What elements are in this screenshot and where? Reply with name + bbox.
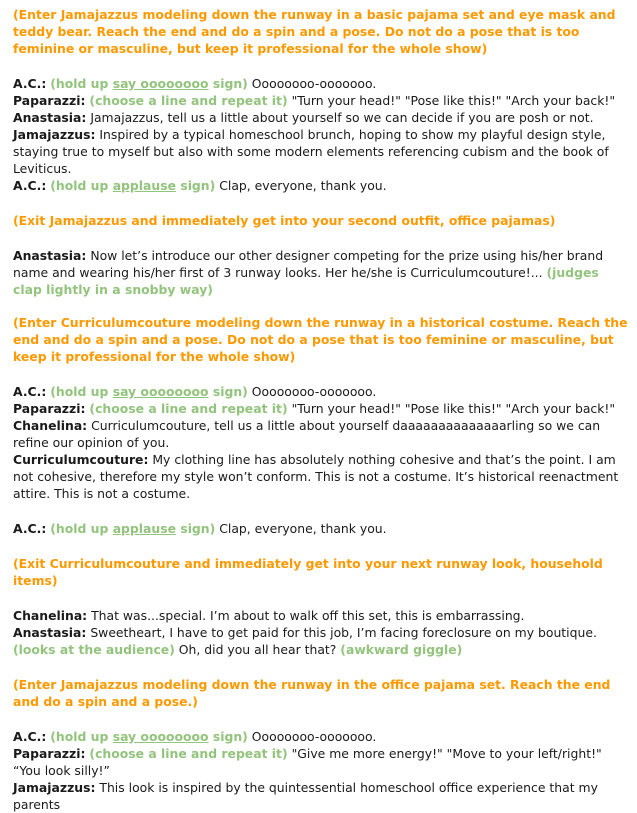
cue: (hold up say oooooooo sign) [50,729,248,744]
script-document [13,6,631,813]
dialogue-line [13,92,631,109]
dialogue-line [13,451,631,502]
line-text: My clothing line has absolutely nothing cohesive and that’s the point. I am not cohesive, therefore my style won’t conform. This is not a costume. It’s historical reenactment attire. This is not a costume. [13,452,619,501]
cue: (looks at the audience) [13,642,175,657]
dialogue-line [13,126,631,177]
line-text: Sweetheart, I have to get paid for this job, I’m facing foreclosure on my boutique. [86,625,597,640]
line-text: Oooooooo-ooooooo. [247,384,377,399]
speaker: A.C.: [13,729,47,744]
speaker: A.C.: [13,521,47,536]
stage-direction: (Exit Curriculumcouture and immediately get into your next runway look, household items) [13,556,603,588]
speaker: Chanelina: [13,418,88,433]
cue: (hold up applause sign) [50,178,216,193]
speaker: A.C.: [13,178,47,193]
speaker: Anastasia: [13,248,87,263]
dialogue-line [13,779,631,813]
speaker: Chanelina: [13,608,88,623]
dialogue-line [13,624,631,658]
dialogue-line [13,383,631,400]
stage-direction: (Exit Jamajazzus and immediately get into your second outfit, office pajamas) [13,213,556,228]
line-text: Clap, everyone, thank you. [215,178,387,193]
line-text: "Give me more energy!" "Move to your left/right!" “You look silly!” [13,746,602,778]
speaker: Paparazzi: [13,746,86,761]
line-text: Inspired by a typical homeschool brunch, hoping to show my playful design style, staying true to myself but also with some modern elements referencing cubism and the book of Leviticus. [13,127,609,176]
speaker: Anastasia: [13,625,87,640]
cue: (choose a line and repeat it) [89,401,288,416]
stage-direction: (Enter Jamajazzus modeling down the runway in a basic pajama set and eye mask and teddy bear. Reach the end and do a spin and a pose. Do not do a pose that is too feminine or masculine, but keep it professional for the whole show) [13,7,616,56]
line-text: "Turn your head!" "Pose like this!" "Arch your back!" [287,401,616,416]
speaker: Paparazzi: [13,401,86,416]
cue: (awkward giggle) [340,642,463,657]
cue: (hold up say oooooooo sign) [50,384,248,399]
stage-direction: (Enter Curriculumcouture modeling down the runway in a historical costume. Reach the end and do a spin and a pose. Do not do a pose that is too feminine or masculine, but keep it professional for the whole show) [13,315,628,364]
cue: (hold up applause sign) [50,521,216,536]
line-text: Oh, did you all hear that? [174,642,341,657]
speaker: Curriculumcouture: [13,452,149,467]
line-text: Oooooooo-ooooooo. [247,76,377,91]
line-text: This look is inspired by the quintessential homeschool office experience that my parents [13,780,598,812]
cue: (hold up say oooooooo sign) [50,76,248,91]
line-text: Oooooooo-ooooooo. [247,729,377,744]
line-text: "Turn your head!" "Pose like this!" "Arch your back!" [287,93,616,108]
speaker: Jamajazzus: [13,780,96,795]
cue: (choose a line and repeat it) [89,93,288,108]
dialogue-line [13,177,631,194]
dialogue-line [13,417,631,451]
dialogue-line [13,247,631,298]
line-text: Clap, everyone, thank you. [215,521,387,536]
dialogue-line [13,75,631,92]
speaker: Anastasia: [13,110,87,125]
dialogue-line [13,520,631,537]
dialogue-line [13,607,631,624]
line-text: That was...special. I’m about to walk off this set, this is embarrassing. [87,608,525,623]
line-text: Now let’s introduce our other designer competing for the prize using his/her brand name and wearing his/her first of 3 runway looks. Her he/she is Curriculumcouture!... [13,248,604,280]
cue: (choose a line and repeat it) [89,746,288,761]
stage-direction: (Enter Jamajazzus modeling down the runway in the office pajama set. Reach the end and do a spin and a pose.) [13,677,611,709]
speaker: Paparazzi: [13,93,86,108]
speaker: A.C.: [13,384,47,399]
dialogue-line [13,728,631,745]
dialogue-line [13,745,631,779]
speaker: A.C.: [13,76,47,91]
cue: (judges clap lightly in a snobby way) [13,265,599,297]
dialogue-line [13,400,631,417]
speaker: Jamajazzus: [13,127,96,142]
dialogue-line [13,109,631,126]
line-text: Curriculumcouture, tell us a little about yourself daaaaaaaaaaaaaarling so we can refine our opinion of you. [13,418,601,450]
line-text: Jamajazzus, tell us a little about yourself so we can decide if you are posh or not. [86,110,594,125]
